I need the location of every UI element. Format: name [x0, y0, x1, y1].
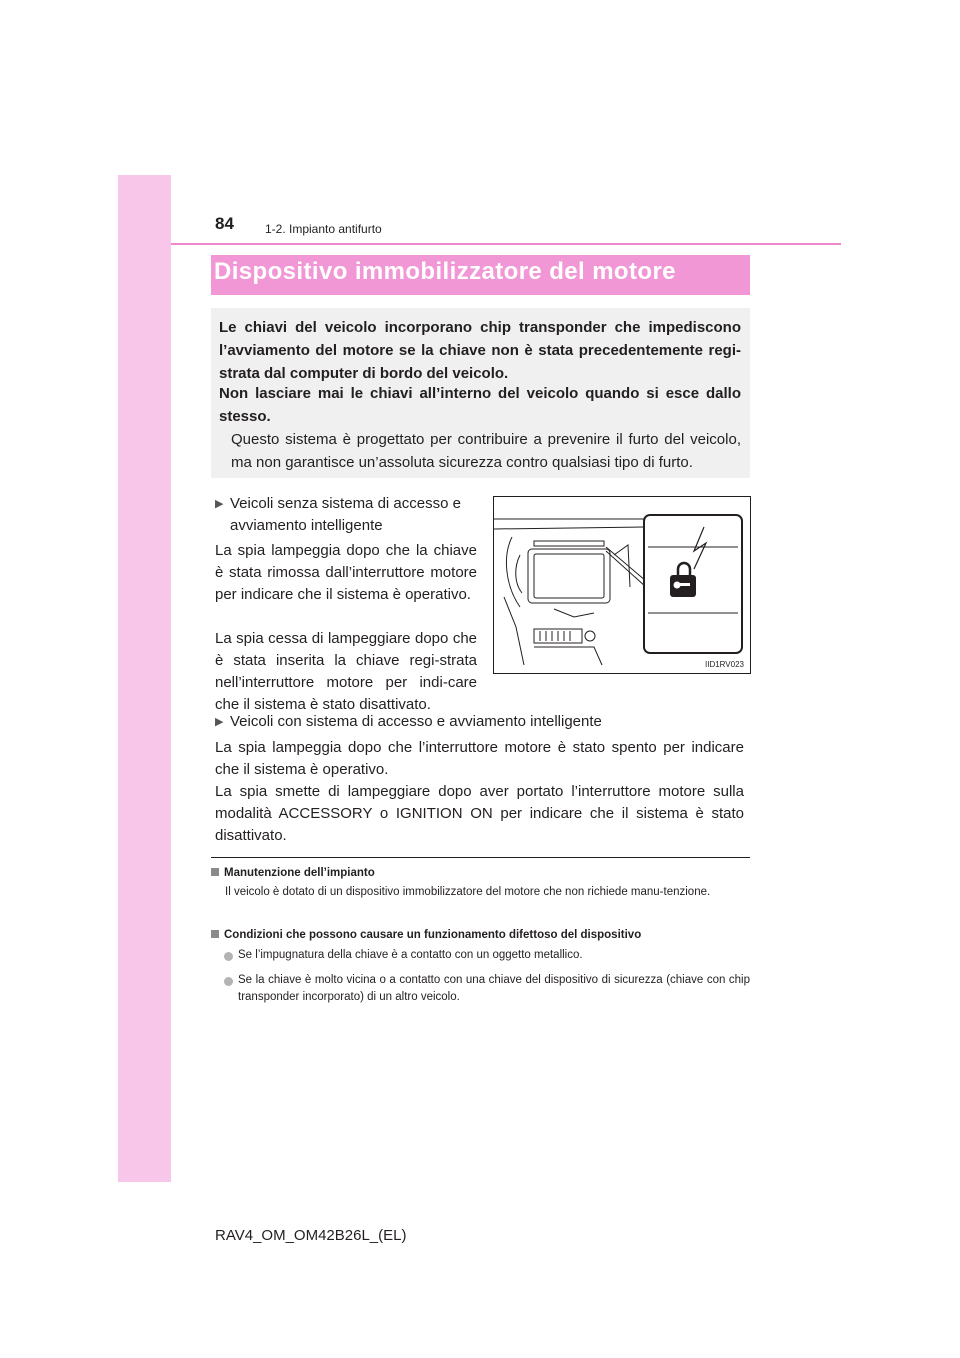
section-b-heading-text: Veicoli con sistema di accesso e avviamento intelligente — [230, 713, 602, 730]
note-conditions-title: Condizioni che possono causare un funzionamento difettoso del dispositivo — [224, 929, 642, 941]
square-bullet-icon — [211, 868, 219, 876]
section-label: 1-2. Impianto antifurto — [265, 222, 382, 236]
section-b-p2: La spia smette di lampeggiare dopo aver portato l’interruttore motore sulla modalità ACCESSORY o IGNITION ON per indicare che il sistema è stato disattivato. — [215, 783, 744, 844]
note-condition-item: Se l’impugnatura della chiave è a contatto con un oggetto metallico. — [238, 949, 583, 961]
section-a-heading — [215, 493, 485, 537]
section-a-p1: La spia lampeggia dopo che la chiave è stata rimossa dall’interruttore motore per indicare che il sistema è operativo. — [215, 542, 477, 603]
page-title: Dispositivo immobilizzatore del motore — [214, 258, 676, 285]
intro-box — [211, 308, 750, 478]
section-b-p1: La spia lampeggia dopo che l’interruttore motore è stato spento per indicare che il sistema è operativo. — [215, 739, 744, 778]
intro-bold-2: Non lasciare mai le chiavi all’interno del veicolo quando si esce dallo stesso. — [219, 385, 741, 425]
note-conditions-heading — [211, 929, 641, 941]
note-condition-item: Se la chiave è molto vicina o a contatto con una chiave del dispositivo di sicurezza (chiave con chip transponder incorporato) di un altro veicolo. — [238, 974, 750, 1003]
notes-divider — [211, 857, 750, 858]
square-bullet-icon — [211, 930, 219, 938]
section-b-heading — [215, 711, 750, 733]
figure-code: IID1RV023 — [705, 660, 744, 669]
triangle-bullet-icon: ▶ — [215, 498, 224, 510]
page-number: 84 — [215, 214, 234, 233]
dashboard-illustration — [494, 497, 750, 673]
triangle-bullet-icon: ▶ — [215, 716, 224, 728]
intro-bold-1: Le chiavi del veicolo incorporano chip transponder che impediscono l’avviamento del motore se la chiave non è stata precedentemente regi-strata dal computer di bordo del veicolo. — [219, 319, 741, 382]
footer-code: RAV4_OM_OM42B26L_(EL) — [215, 1227, 407, 1244]
note-maintenance-title: Manutenzione dell’impianto — [224, 867, 375, 879]
section-a-heading-text: Veicoli senza sistema di accesso e avviamento intelligente — [230, 495, 461, 534]
note-maintenance-heading — [211, 867, 375, 879]
note-maintenance-text: Il veicolo è dotato di un dispositivo immobilizzatore del motore che non richiede manu-tenzione. — [225, 886, 711, 898]
section-a-p2: La spia cessa di lampeggiare dopo che è stata inserita la chiave regi-strata nell’interruttore motore per indi-care che il sistema è stato disattivato. — [215, 630, 477, 713]
circle-bullet-icon — [224, 952, 233, 961]
header-rule — [171, 243, 841, 245]
dashboard-figure — [493, 496, 751, 674]
intro-normal: Questo sistema è progettato per contribuire a prevenire il furto del veicolo, ma non garantisce un’assoluta sicurezza contro qualsiasi tipo di furto. — [231, 431, 741, 471]
circle-bullet-icon — [224, 977, 233, 986]
side-tab-bar — [118, 175, 171, 1182]
